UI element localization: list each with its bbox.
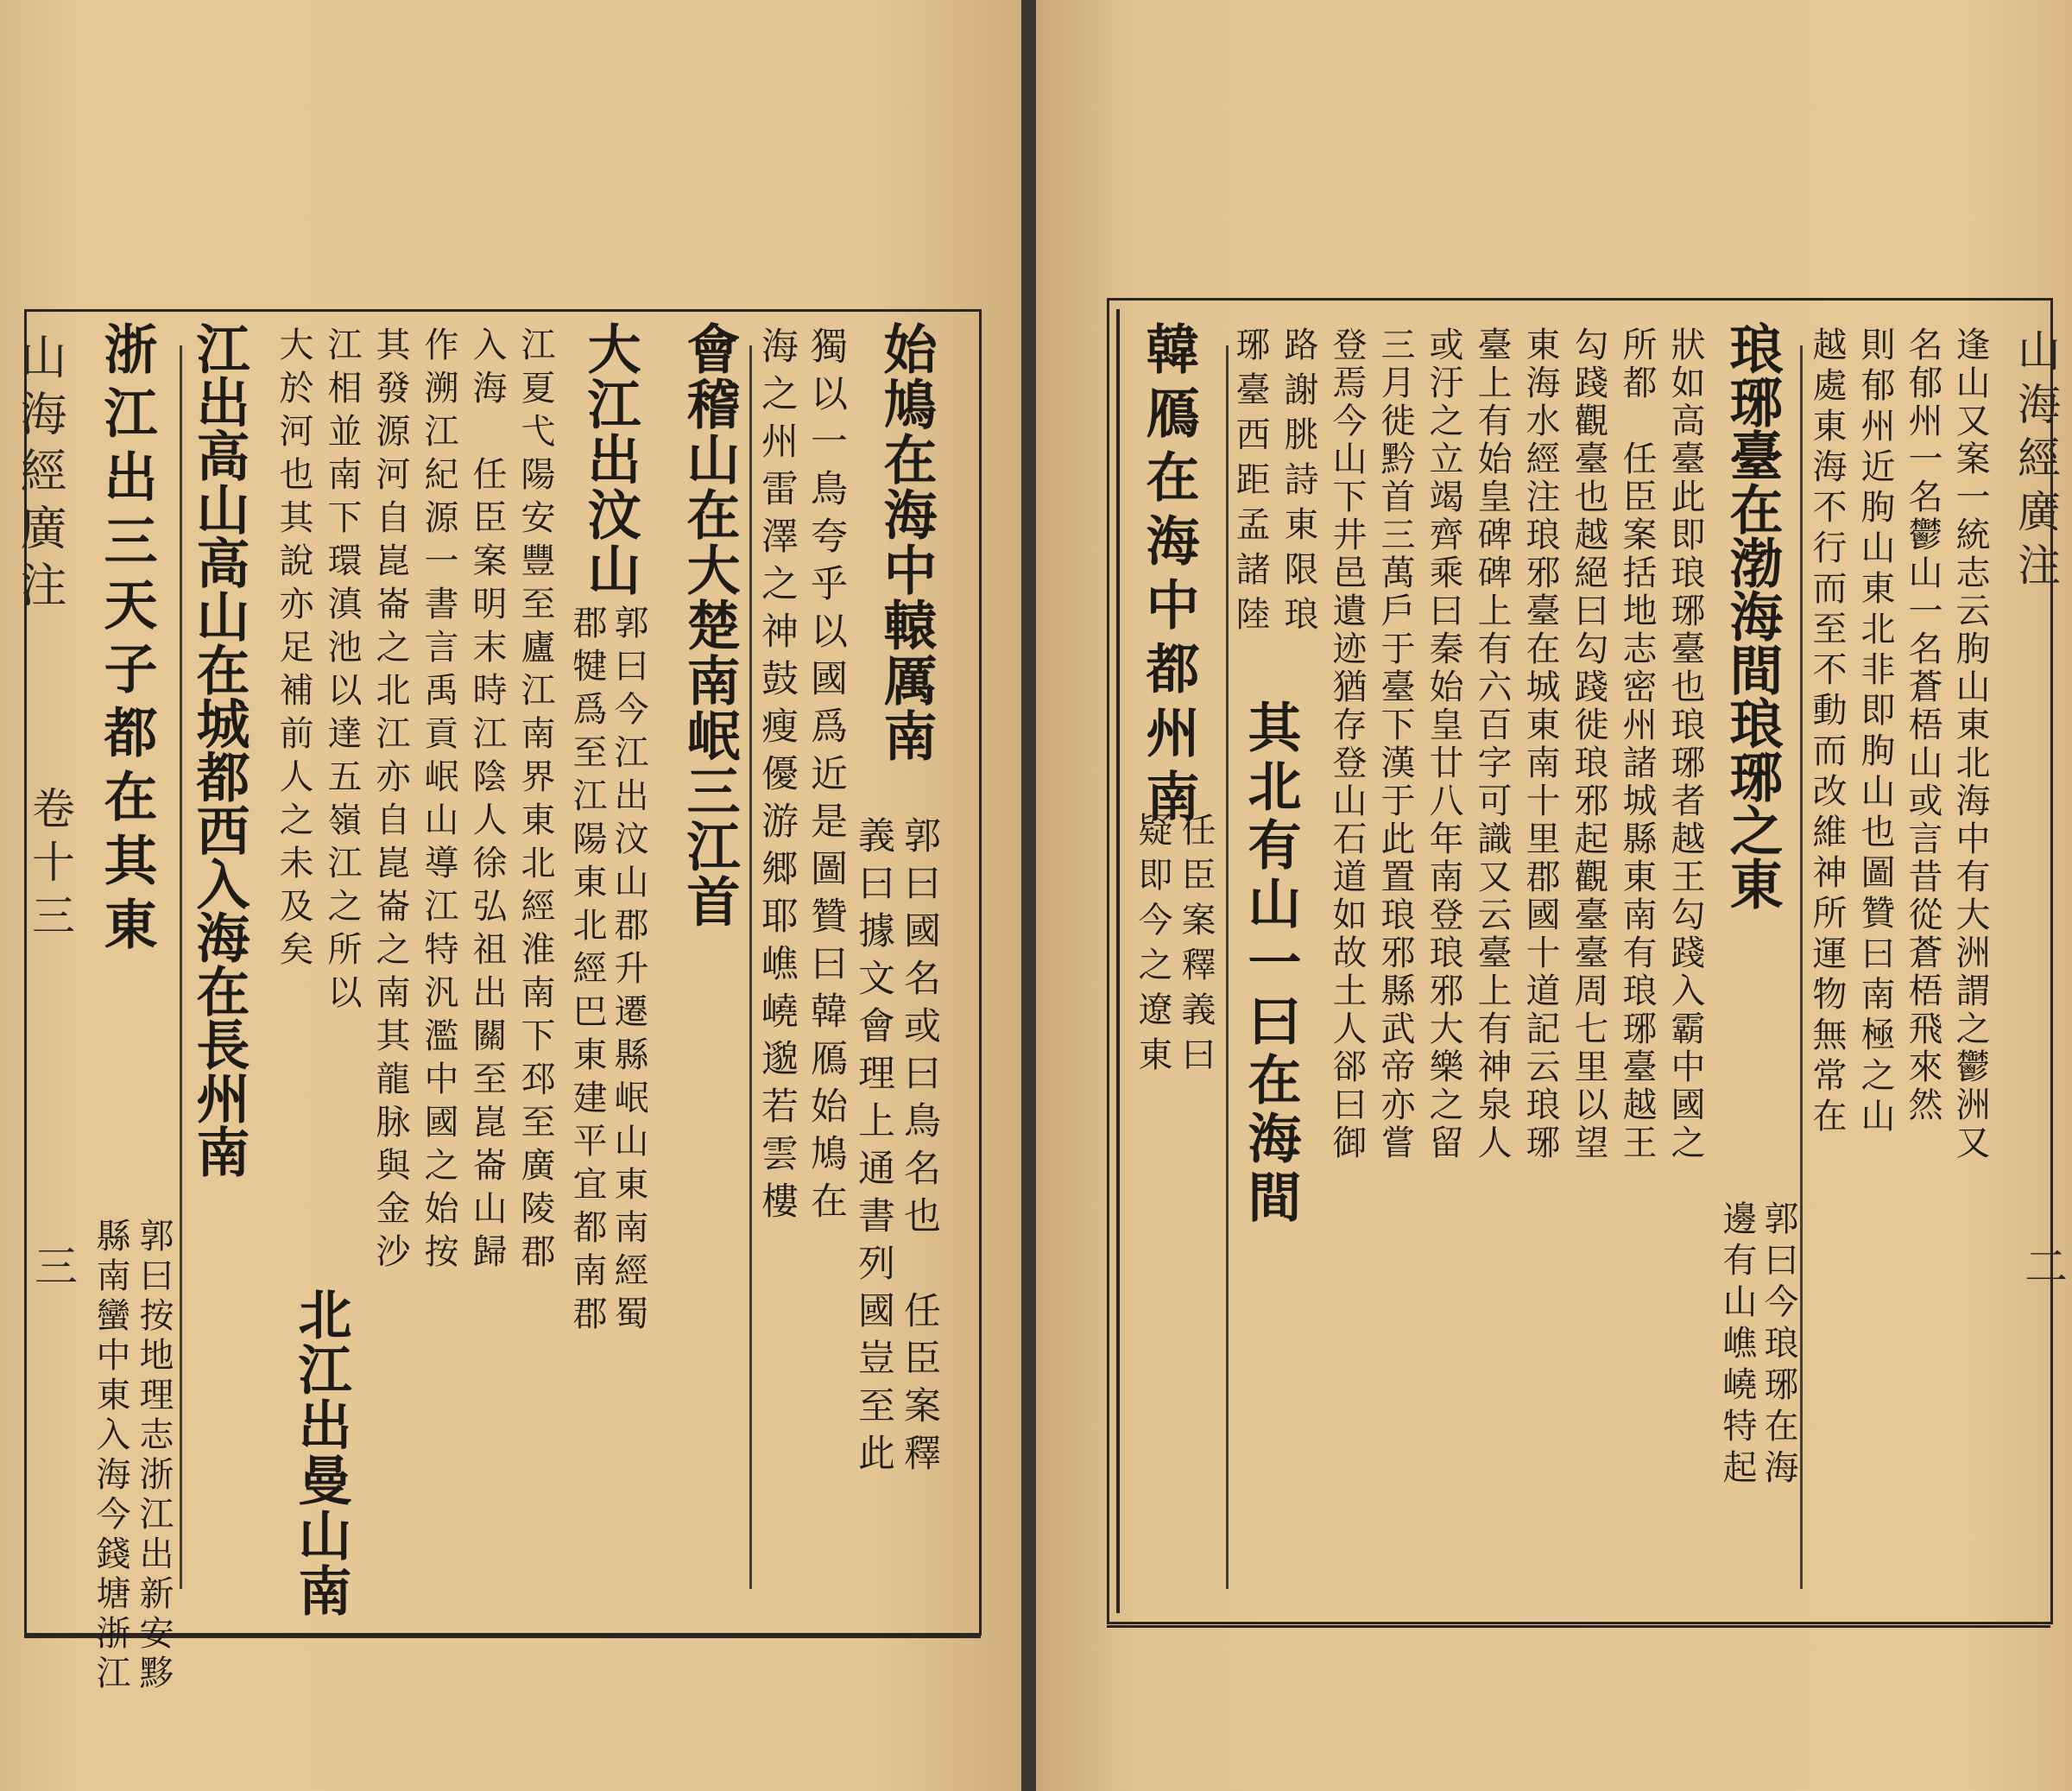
left-col-11-note: 江相並南下環滇池以達五嶺江之所以 — [322, 326, 362, 1017]
left-col-1-main: 始鳩在海中轅厲南 — [875, 321, 938, 763]
right-col-16-main: 其北有山一曰在海間 — [1239, 699, 1302, 1228]
right-rule-1 — [1800, 345, 1803, 1589]
right-col-7-note: 狀如高臺此即琅琊臺也琅琊者越王勾踐入霸中國之 — [1665, 326, 1705, 1162]
right-col-4-note: 越處東海不行而至不動而改維神所運物無常在 — [1807, 326, 1847, 1138]
right-col-13-note: 三月徙黔首三萬戶于臺下漢于此置琅邪縣武帝亦嘗 — [1375, 326, 1415, 1162]
left-col-5-main: 大江出汶山 — [578, 321, 641, 598]
left-folio-number: 三 — [28, 1244, 78, 1297]
right-col-8-note: 所都 任臣案括地志密州諸城縣東南有琅琊臺越王 — [1617, 326, 1657, 1162]
right-col-9-note: 勾踐觀臺也越絕曰勾踐徙琅邪起觀臺臺周七里以望 — [1569, 326, 1608, 1162]
right-col-14-note: 登焉今山下井邑遺迹猶存登山石道如故土人郤曰御 — [1327, 326, 1367, 1162]
left-col-4-main: 會稽山在大楚南岷三江首 — [678, 321, 741, 929]
left-col-13-main: 江出高山高山在城都西入海在長州南 — [187, 321, 250, 1178]
left-col-7-note: 江夏弋陽安豐至廬江南界東北經淮南下邳至廣陵郡 — [515, 326, 555, 1276]
right-col-2-note: 名郁州一名鬱山一名蒼梧山或言昔從蒼梧飛來然 — [1903, 326, 1942, 1124]
left-col-12-note: 大於河也其說亦足補前人之未及矣 — [274, 326, 313, 974]
right-col-6-note: 邊有山嶕嶢特起 — [1717, 1200, 1757, 1490]
right-col-17-main: 韓鴈在海中都州南 — [1137, 321, 1200, 832]
left-col-6-note: 郡犍爲至江陽東北經巴東建平宜都南郡 — [567, 604, 607, 1339]
right-frame-inner-line — [1116, 309, 1120, 1613]
left-col-1-note: 郭曰國名或曰鳥名也 任臣案釋 — [898, 816, 941, 1481]
right-col-15-note: 路謝朓詩東限琅 — [1279, 326, 1318, 641]
right-folio-number: 二 — [2018, 1244, 2068, 1297]
left-rule-1 — [749, 345, 752, 1589]
right-col-17-note: 任臣案釋義曰 — [1176, 812, 1216, 1081]
right-col-3-note: 則郁州近朐山東北非即朐山也圖贊曰南極之山 — [1855, 326, 1895, 1138]
right-col-5-main: 琅琊臺在渤海間琅琊之東 — [1721, 321, 1784, 910]
left-col-10-note: 其發源河自崑崙之北江亦自崑崙之南其龍脉與金沙 — [370, 326, 410, 1276]
right-rule-2 — [1226, 345, 1229, 1589]
left-col-3-note: 海之州雷澤之神鼓瘦優游郷耶嶕嶢邈若雲樓 — [755, 326, 799, 1229]
left-col-2-note: 獨以一鳥夸乎以國爲近是圖贊曰韓鴈始鳩在 — [805, 326, 848, 1229]
left-juan-number: 卷十三 — [25, 786, 75, 946]
left-col-9-note: 作溯江紀源一書言禹貢岷山導江特汎濫中國之始按 — [419, 326, 458, 1276]
left-col-14-main: 浙江出三天子都在其東 — [95, 321, 158, 960]
right-col-1-note: 逢山又案一統志云朐山東北海中有大洲謂之鬱洲又 — [1950, 326, 1990, 1162]
right-margin-title: 山海經廣注 — [2011, 328, 2061, 596]
left-rule-2 — [180, 345, 182, 1589]
right-col-11-note: 臺上有始皇碑碑上有六百字可識又云臺上有神泉人 — [1472, 326, 1512, 1162]
left-col-1-note-b: 義曰據文會理上通書列國豈至此 — [852, 816, 895, 1481]
right-bottom-rule — [1107, 1625, 2050, 1628]
left-col-15-note: 縣南蠻中東入海今錢塘浙江 — [91, 1218, 130, 1694]
left-col-5-note: 郭曰今江出汶山郡升遷縣岷山東南經蜀 — [609, 604, 648, 1339]
right-col-5-note: 郭曰今琅琊在海 — [1759, 1200, 1798, 1490]
right-col-10-note: 東海水經注琅邪臺在城東南十里郡國十道記云琅琊 — [1520, 326, 1560, 1162]
left-col-8-note: 入海 任臣案明末時江陰人徐弘祖出關至崑崙山歸 — [467, 326, 507, 1276]
left-col-14-note: 郭曰按地理志浙江出新安黟 — [134, 1218, 174, 1694]
right-col-18-note: 疑即今之遼東 — [1133, 812, 1172, 1081]
right-col-12-note: 或汙之立竭齊乘曰秦始皇廿八年南登琅邪大樂之留 — [1424, 326, 1463, 1162]
left-margin-title: 山海經廣注 — [13, 332, 67, 617]
left-col-12-main: 北江出曼山南 — [289, 1287, 352, 1618]
right-col-16-note: 琊臺西距孟諸陸 — [1230, 326, 1270, 641]
